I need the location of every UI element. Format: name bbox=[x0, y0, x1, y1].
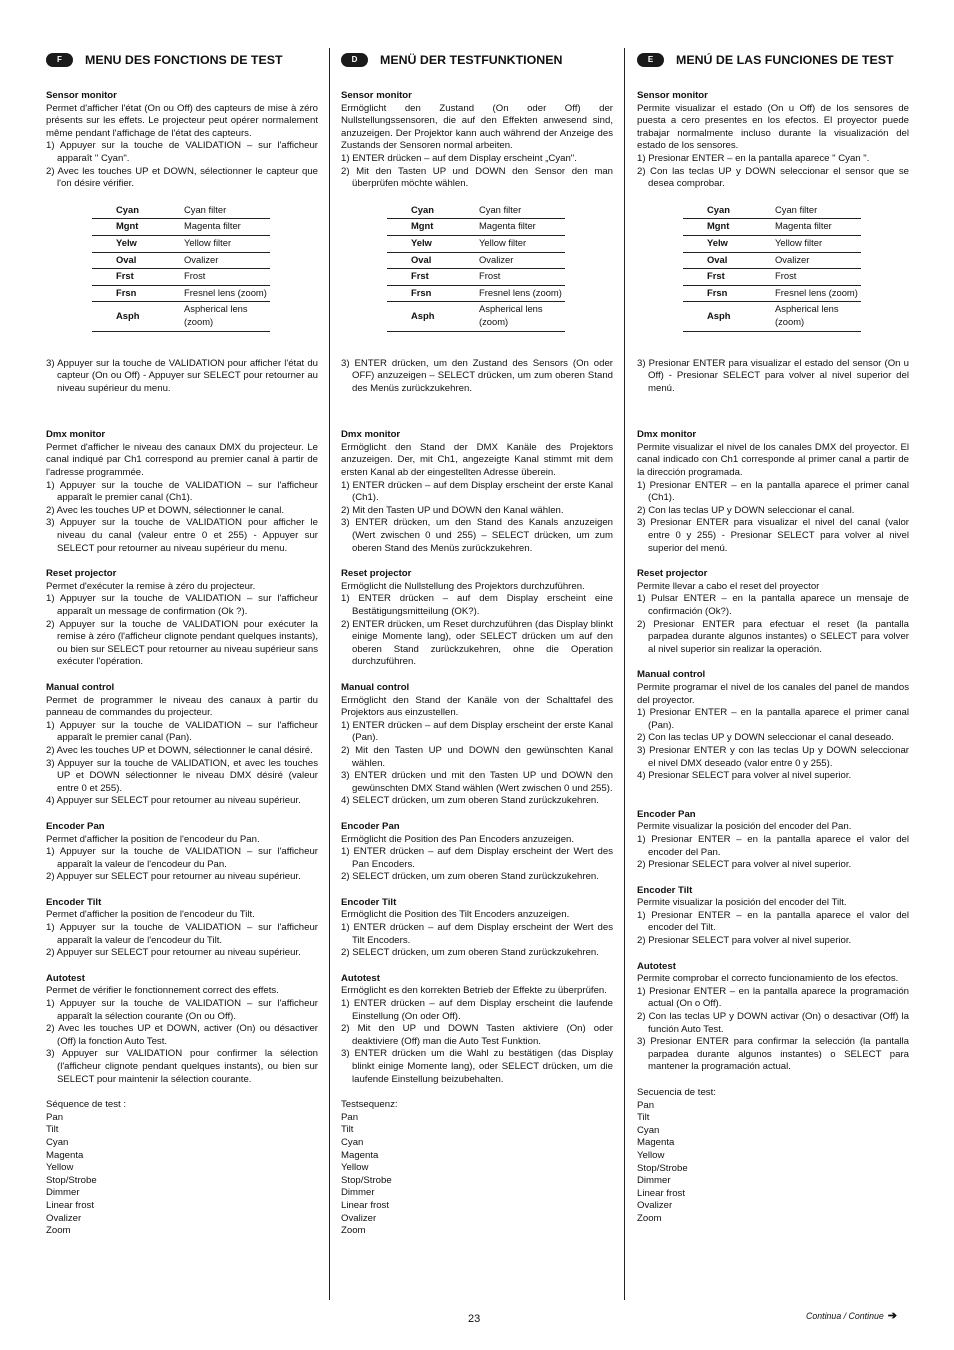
step-list bbox=[46, 358, 318, 396]
test-sequence bbox=[637, 1087, 909, 1226]
step-list bbox=[637, 707, 909, 783]
step-item: 2) Mit den UP und DOWN Tasten aktiviere (On) oder deaktiviere (Off) man die Auto Test Funktion. bbox=[341, 1023, 613, 1047]
step-item: 4) Appuyer sur SELECT pour retourner au niveau supérieur. bbox=[46, 795, 301, 807]
sensor-code: Yelw bbox=[92, 235, 184, 252]
section-title: Encoder Tilt bbox=[637, 884, 693, 896]
section-intro: Permet d'exécuter la remise à zéro du projecteur. bbox=[46, 580, 256, 592]
section-intro: Permet d'afficher le niveau des canaux DMX du projecteur. Le canal indiqué par Ch1 correspond au premier canal à partir de l'adresse programmée. bbox=[46, 441, 318, 479]
arrow-right-icon: ➔ bbox=[887, 1310, 897, 1322]
sequence-item: Linear frost bbox=[637, 1187, 685, 1199]
step-list bbox=[46, 480, 318, 556]
step-item: 1) Appuyer sur la touche de VALIDATION – sur l'afficheur apparaît " Cyan". bbox=[46, 140, 318, 164]
step-list bbox=[46, 846, 318, 884]
sequence-item: Zoom bbox=[341, 1225, 366, 1237]
spacer bbox=[341, 395, 613, 429]
test-sequence bbox=[46, 1099, 318, 1238]
sensor-desc: Fresnel lens (zoom) bbox=[775, 285, 861, 302]
sequence-item: Tilt bbox=[637, 1112, 650, 1124]
step-item: 1) ENTER drücken – auf dem Display erscheint der Wert des Pan Encoders. bbox=[341, 846, 613, 870]
section-header bbox=[341, 48, 613, 72]
sequence-item: Pan bbox=[637, 1099, 655, 1111]
language-badge: E bbox=[637, 53, 664, 67]
sensor-desc: Magenta filter bbox=[479, 219, 565, 236]
section-intro: Ermöglicht die Position des Pan Encoders anzuzeigen. bbox=[341, 833, 575, 845]
step-item: 1) ENTER drücken – auf dem Display erscheint die laufende Einstellung (On oder Off). bbox=[341, 998, 613, 1022]
step-item: 4) Presionar SELECT para volver al nivel superior. bbox=[637, 770, 852, 782]
sensor-row bbox=[683, 252, 861, 269]
step-item: 2) Presionar ENTER para efectuar el reset (la pantalla parpadea durante algunos instantes) o SELECT para volver al nivel superior sin realizar la operación. bbox=[637, 618, 909, 655]
section-title: Sensor monitor bbox=[341, 90, 412, 101]
sensor-code: Asph bbox=[683, 302, 775, 331]
sequence-item: Ovalizer bbox=[341, 1212, 377, 1224]
spacer bbox=[637, 555, 909, 568]
sequence-item: Pan bbox=[46, 1111, 64, 1123]
spacer bbox=[46, 555, 318, 568]
sensor-code: Mgnt bbox=[92, 219, 184, 236]
sequence-item: Magenta bbox=[637, 1137, 675, 1149]
step-item: 1) ENTER drücken – auf dem Display erscheint „Cyan". bbox=[341, 152, 577, 164]
step-list bbox=[637, 986, 909, 1074]
sensor-row bbox=[387, 269, 565, 286]
section-intro: Permite visualizar la posición del encoder del Tilt. bbox=[637, 897, 847, 909]
section-intro: Ermöglicht den Stand der Kanäle von der Schalttafel des Projektors aus einzustellen. bbox=[341, 694, 613, 719]
sequence-item: Yellow bbox=[637, 1149, 665, 1161]
step-list bbox=[46, 593, 318, 669]
sequence-item: Stop/Strobe bbox=[341, 1174, 392, 1186]
sensor-row bbox=[92, 219, 270, 236]
section-manual-control bbox=[637, 669, 909, 782]
spacer bbox=[341, 555, 613, 568]
sensor-desc: Yellow filter bbox=[775, 235, 861, 252]
sequence-item: Magenta bbox=[46, 1149, 84, 1161]
sensor-code: Frst bbox=[683, 269, 775, 286]
spacer bbox=[637, 395, 909, 429]
step-item: 2) ENTER drücken, um Reset durchzuführen (das Display blinkt einige Momente lang), oder SELECT drücken um auf den oberen Stand zurückzukehren, ohne die Operation durchzuführen. bbox=[341, 618, 613, 668]
step-item: 2) Mit den Tasten UP und DOWN den gewünschten Kanal wählen. bbox=[341, 744, 613, 769]
sequence-item: Linear frost bbox=[341, 1199, 389, 1211]
step-item: 2) Mit den Tasten UP und DOWN den Kanal wählen. bbox=[341, 504, 564, 516]
sequence-title: Testsequenz: bbox=[341, 1099, 398, 1111]
sensor-desc: Ovalizer bbox=[775, 252, 861, 269]
step-item: 2) Con las teclas UP y DOWN seleccionar el canal. bbox=[637, 504, 855, 516]
sensor-row bbox=[683, 302, 861, 331]
sequence-item: Cyan bbox=[637, 1124, 660, 1136]
step-item: 1) Appuyer sur la touche de VALIDATION – sur l'afficheur apparaît la valeur de l'encodeur du Pan. bbox=[46, 846, 318, 870]
spacer bbox=[46, 395, 318, 429]
sensor-code: Mgnt bbox=[683, 219, 775, 236]
section-header bbox=[637, 48, 909, 72]
section-intro: Ermöglicht die Nullstellung des Projektors durchzuführen. bbox=[341, 580, 585, 592]
section-title: Dmx monitor bbox=[637, 429, 697, 441]
spacer bbox=[46, 332, 318, 358]
column-title: MENU DES FONCTIONS DE TEST bbox=[85, 52, 283, 67]
sensor-code: Asph bbox=[92, 302, 184, 331]
step-item: 1) Appuyer sur la touche de VALIDATION – sur l'afficheur apparaît la sélection courante (On ou Off). bbox=[46, 998, 318, 1022]
sensor-table bbox=[683, 203, 861, 332]
sensor-desc: Aspherical lens (zoom) bbox=[775, 302, 861, 331]
step-item: 1) Appuyer sur la touche de VALIDATION – sur l'afficheur apparaît la valeur de l'encodeur du Tilt. bbox=[46, 922, 318, 946]
step-item: 3) Presionar ENTER para visualizar el nivel del canal (valor entre 0 y 255) - Presionar SELECT para volver al nivel superior del menú. bbox=[637, 517, 909, 554]
continue-label: Continua / Continue bbox=[806, 1311, 884, 1321]
sensor-desc: Cyan filter bbox=[775, 203, 861, 219]
sequence-item: Ovalizer bbox=[46, 1212, 82, 1224]
sequence-item: Cyan bbox=[46, 1136, 69, 1148]
step-list bbox=[46, 922, 318, 960]
section-manual-control bbox=[46, 682, 318, 808]
step-list bbox=[46, 720, 318, 808]
sensor-row bbox=[387, 285, 565, 302]
sensor-code: Asph bbox=[387, 302, 479, 331]
section-intro: Permite visualizar el estado (On u Off) de los sensores de puesta a cero presentes en los efectos. El proyector puede trabajar normalmente incluso durante la visualización del estado de los sensores. bbox=[637, 102, 909, 152]
sequence-item: Pan bbox=[341, 1111, 359, 1123]
sensor-code: Yelw bbox=[683, 235, 775, 252]
spacer bbox=[46, 808, 318, 821]
sensor-row bbox=[387, 252, 565, 269]
sensor-row bbox=[92, 252, 270, 269]
spacer bbox=[637, 783, 909, 809]
sequence-title: Séquence de test : bbox=[46, 1099, 127, 1111]
step-list bbox=[46, 140, 318, 190]
section-sensor-monitor bbox=[341, 90, 613, 395]
sequence-item: Stop/Strobe bbox=[46, 1174, 97, 1186]
step-item: 1) Appuyer sur la touche de VALIDATION – sur l'afficheur apparaît un message de confirmation (Ok ?). bbox=[46, 593, 318, 617]
step-list bbox=[637, 480, 909, 556]
sensor-row bbox=[387, 302, 565, 331]
sensor-row bbox=[683, 285, 861, 302]
sequence-item: Zoom bbox=[637, 1212, 662, 1224]
section-intro: Permet de vérifier le fonctionnement correct des effets. bbox=[46, 985, 279, 997]
step-item: 3) ENTER drücken um die Wahl zu bestätigen (das Display blinkt einige Momente lang), oder SELECT drücken, um die laufende Einstellung beizubehalten. bbox=[341, 1048, 613, 1085]
section-title: Encoder Pan bbox=[46, 820, 105, 832]
sensor-desc: Frost bbox=[479, 269, 565, 286]
spacer bbox=[46, 1086, 318, 1099]
section-title: Dmx monitor bbox=[341, 429, 401, 441]
spacer bbox=[637, 332, 909, 358]
step-item: 3) Presionar ENTER y con las teclas Up y DOWN seleccionar el nivel DMX deseado (valor entre 0 y 255). bbox=[637, 744, 909, 769]
section-intro: Permite visualizar la posición del encoder del Pan. bbox=[637, 821, 852, 833]
section-dmx-monitor bbox=[637, 429, 909, 555]
step-item: 2) Avec les touches UP et DOWN, sélectionner le canal désiré. bbox=[46, 744, 313, 756]
section-intro: Ermöglicht die Position des Tilt Encoders anzuzeigen. bbox=[341, 909, 570, 921]
step-item: 3) Appuyer sur la touche de VALIDATION, et avec les touches UP et DOWN sélectionner le niveau DMX désiré (valeur entre 0 et 255). bbox=[46, 757, 318, 794]
step-item: 3) ENTER drücken und mit den Tasten UP und DOWN den gewünschten DMX Stand wählen (Wert zwischen 0 und 255). bbox=[341, 770, 613, 794]
step-item: 1) Presionar ENTER – en la pantalla aparece el valor del encoder del Pan. bbox=[637, 833, 909, 858]
step-item: 2) Appuyer sur SELECT pour retourner au niveau supérieur. bbox=[46, 871, 301, 883]
section-title: Encoder Pan bbox=[637, 808, 696, 820]
step-item: 2) Con las teclas UP y DOWN seleccionar el sensor que se desea comprobar. bbox=[637, 165, 909, 190]
sequence-item: Tilt bbox=[46, 1124, 59, 1136]
step-item: 3) Appuyer sur la touche de VALIDATION pour afficher le niveau du canal (valeur entre 0 et 255) - Appuyer sur SELECT pour retourner au niveau supérieur du menu. bbox=[46, 517, 318, 554]
step-item: 2) Avec les touches UP et DOWN, sélectionner le canal. bbox=[46, 504, 285, 516]
section-title: Reset projector bbox=[46, 568, 117, 580]
sensor-row bbox=[92, 269, 270, 286]
spacer bbox=[46, 669, 318, 682]
sensor-desc: Frost bbox=[184, 269, 270, 286]
sequence-item: Zoom bbox=[46, 1225, 71, 1237]
sensor-desc: Aspherical lens (zoom) bbox=[184, 302, 270, 331]
column-spanish bbox=[637, 48, 909, 1226]
column-german bbox=[341, 48, 613, 1238]
column-divider bbox=[624, 48, 625, 1300]
section-title: Sensor monitor bbox=[637, 90, 708, 101]
section-title: Sensor monitor bbox=[46, 90, 117, 101]
sensor-row bbox=[683, 219, 861, 236]
sensor-desc: Ovalizer bbox=[479, 252, 565, 269]
continue-note bbox=[806, 1309, 897, 1322]
sensor-code: Cyan bbox=[92, 203, 184, 219]
section-title: Autotest bbox=[341, 972, 380, 984]
step-list bbox=[341, 998, 613, 1086]
section-sensor-monitor bbox=[46, 90, 318, 395]
sequence-item: Magenta bbox=[341, 1149, 379, 1161]
section-intro: Permite visualizar el nivel de los canales DMX del proyector. El canal indicado con Ch1 corresponde al primer canal a partir de la dirección programada. bbox=[637, 441, 909, 479]
sequence-item: Dimmer bbox=[46, 1187, 80, 1199]
spacer bbox=[46, 960, 318, 973]
sensor-code: Cyan bbox=[683, 203, 775, 219]
step-item: 1) ENTER drücken – auf dem Display erscheint der erste Kanal (Pan). bbox=[341, 719, 613, 744]
sensor-desc: Cyan filter bbox=[184, 203, 270, 219]
spacer bbox=[637, 1074, 909, 1087]
section-title: Encoder Tilt bbox=[341, 896, 397, 908]
column-title: MENÚ DE LAS FUNCIONES DE TEST bbox=[676, 52, 894, 67]
sensor-row bbox=[683, 235, 861, 252]
spacer bbox=[637, 948, 909, 961]
section-title: Manual control bbox=[46, 681, 115, 693]
section-header bbox=[46, 48, 318, 72]
section-autotest bbox=[637, 961, 909, 1074]
step-item: 1) Pulsar ENTER – en la pantalla aparece un mensaje de confirmación (Ok?). bbox=[637, 593, 909, 617]
section-title: Reset projector bbox=[341, 568, 412, 580]
sensor-table bbox=[92, 203, 270, 332]
section-title: Autotest bbox=[637, 960, 676, 972]
sensor-row bbox=[387, 235, 565, 252]
section-dmx-monitor bbox=[341, 429, 613, 555]
sensor-code: Oval bbox=[92, 252, 184, 269]
section-encoder-pan bbox=[46, 821, 318, 884]
section-intro: Permite programar el nivel de los canales del panel de mandos del proyector. bbox=[637, 681, 909, 706]
section-encoder-pan bbox=[341, 821, 613, 884]
step-item: 2) Appuyer sur SELECT pour retourner au niveau supérieur. bbox=[46, 947, 301, 959]
spacer bbox=[637, 656, 909, 669]
step-item: 3) ENTER drücken, um den Zustand des Sensors (On oder OFF) anzuzeigen – SELECT drücken, um zum oberen Stand des Menüs zurückzukehren. bbox=[341, 357, 613, 394]
section-autotest bbox=[46, 973, 318, 1086]
section-intro: Permite comprobar el correcto funcionamiento de los efectos. bbox=[637, 973, 899, 985]
step-item: 1) Presionar ENTER – en la pantalla aparece la programación actual (On o Off). bbox=[637, 985, 909, 1010]
step-list bbox=[341, 593, 613, 669]
sensor-table bbox=[387, 203, 565, 332]
sequence-item: Yellow bbox=[341, 1162, 369, 1174]
sequence-title: Secuencia de test: bbox=[637, 1087, 716, 1098]
spacer bbox=[637, 872, 909, 885]
step-item: 3) Presionar ENTER para visualizar el estado del sensor (On u Off) - Presionar SELECT para volver al nivel superior del menú. bbox=[637, 357, 909, 394]
sensor-code: Cyan bbox=[387, 203, 479, 219]
sensor-desc: Ovalizer bbox=[184, 252, 270, 269]
sensor-code: Oval bbox=[387, 252, 479, 269]
step-item: 2) SELECT drücken, um zum oberen Stand zurückzukehren. bbox=[341, 947, 599, 959]
sequence-item: Stop/Strobe bbox=[637, 1162, 688, 1174]
sensor-desc: Yellow filter bbox=[184, 235, 270, 252]
step-item: 3) Presionar ENTER para confirmar la selección (la pantalla parpadea durante algunos instantes) o SELECT para mantener la programación actual. bbox=[637, 1036, 909, 1073]
sensor-desc: Fresnel lens (zoom) bbox=[479, 285, 565, 302]
section-sensor-monitor bbox=[637, 90, 909, 395]
section-intro: Permet d'afficher l'état (On ou Off) des capteurs de mise à zéro présents sur les effets. Le projecteur peut opérer normalement même pendant l'affichage de l'état des capteurs. bbox=[46, 102, 318, 139]
column-title: MENÜ DER TESTFUNKTIONEN bbox=[380, 52, 563, 67]
section-reset-projector bbox=[46, 568, 318, 669]
sequence-item: Dimmer bbox=[637, 1175, 671, 1187]
step-item: 1) ENTER drücken – auf dem Display erscheint der Wert des Tilt Encoders. bbox=[341, 922, 613, 946]
sensor-desc: Aspherical lens (zoom) bbox=[479, 302, 565, 331]
sequence-item: Yellow bbox=[46, 1162, 74, 1174]
step-item: 1) ENTER drücken – auf dem Display erscheint eine Bestätigungsmitteilung (OK?). bbox=[341, 593, 613, 617]
step-list bbox=[341, 480, 613, 556]
section-intro: Permet d'afficher la position de l'encodeur du Tilt. bbox=[46, 909, 255, 921]
section-intro: Ermöglicht es den korrekten Betrieb der Effekte zu überprüfen. bbox=[341, 985, 607, 997]
step-list bbox=[341, 153, 613, 191]
spacer bbox=[341, 960, 613, 973]
step-item: 2) Presionar SELECT para volver al nivel superior. bbox=[637, 935, 852, 947]
sensor-code: Frsn bbox=[683, 285, 775, 302]
step-item: 2) Presionar SELECT para volver al nivel superior. bbox=[637, 859, 852, 871]
sensor-desc: Magenta filter bbox=[184, 219, 270, 236]
sensor-desc: Cyan filter bbox=[479, 203, 565, 219]
step-item: 3) ENTER drücken, um den Stand des Kanals anzuzeigen (Wert zwischen 0 und 255) – SELECT drücken, um zum oberen Stand des Menüs zurückzukehren. bbox=[341, 517, 613, 554]
step-list bbox=[637, 153, 909, 191]
step-list bbox=[637, 358, 909, 396]
section-reset-projector bbox=[341, 568, 613, 669]
test-sequence bbox=[341, 1099, 613, 1238]
step-item: 2) SELECT drücken, um zum oberen Stand zurückzukehren. bbox=[341, 871, 599, 883]
sensor-desc: Frost bbox=[775, 269, 861, 286]
section-title: Encoder Pan bbox=[341, 820, 400, 832]
section-intro: Ermöglicht den Stand der DMX Kanäle des Projektors anzuzeigen. Der, mit Ch1, angezeigte Kanal stimmt mit dem ersten Kanal ab der eingestellten Adresse überein. bbox=[341, 441, 613, 479]
step-item: 1) Presionar ENTER – en la pantalla aparece el primer canal (Ch1). bbox=[637, 479, 909, 504]
section-dmx-monitor bbox=[46, 429, 318, 555]
section-encoder-pan bbox=[637, 809, 909, 872]
language-badge: D bbox=[341, 53, 368, 67]
sensor-row bbox=[683, 203, 861, 219]
section-title: Reset projector bbox=[637, 568, 708, 580]
step-list bbox=[637, 834, 909, 872]
step-list bbox=[341, 846, 613, 884]
step-list bbox=[637, 910, 909, 948]
sensor-desc: Magenta filter bbox=[775, 219, 861, 236]
step-item: 1) Appuyer sur la touche de VALIDATION – sur l'afficheur apparaît le premier canal (Ch1). bbox=[46, 479, 318, 504]
language-badge: F bbox=[46, 53, 73, 67]
sensor-code: Frst bbox=[387, 269, 479, 286]
spacer bbox=[341, 808, 613, 821]
step-item: 2) Appuyer sur la touche de VALIDATION pour exécuter la remise à zéro (l'afficheur clignote pendant quelques instants), ou bien sur SELECT pour retourner au niveau supérieur sans exécuter l'opération. bbox=[46, 618, 318, 668]
sensor-code: Frsn bbox=[387, 285, 479, 302]
sensor-row bbox=[92, 203, 270, 219]
step-item: 2) Con las teclas UP y DOWN seleccionar el canal deseado. bbox=[637, 732, 894, 744]
sensor-code: Frsn bbox=[92, 285, 184, 302]
section-title: Dmx monitor bbox=[46, 429, 106, 441]
step-item: 1) Presionar ENTER – en la pantalla aparece " Cyan ". bbox=[637, 152, 870, 164]
sensor-code: Oval bbox=[683, 252, 775, 269]
section-encoder-tilt bbox=[637, 885, 909, 948]
sensor-code: Yelw bbox=[387, 235, 479, 252]
step-item: 1) Presionar ENTER – en la pantalla aparece el primer canal (Pan). bbox=[637, 707, 909, 731]
section-intro: Permet de programmer le niveau des canaux à partir du panneau de commandes du projecteur. bbox=[46, 694, 318, 719]
section-title: Autotest bbox=[46, 972, 85, 984]
section-encoder-tilt bbox=[341, 897, 613, 960]
spacer bbox=[341, 884, 613, 897]
spacer bbox=[46, 884, 318, 897]
step-item: 1) ENTER drücken – auf dem Display erscheint der erste Kanal (Ch1). bbox=[341, 479, 613, 504]
section-intro: Permite llevar a cabo el reset del proyector bbox=[637, 580, 820, 592]
section-autotest bbox=[341, 973, 613, 1086]
step-item: 3) Appuyer sur VALIDATION pour confirmer la sélection (l'afficheur clignote pendant quelques instants), ou bien sur SELECT pour maintenir la sélection courante. bbox=[46, 1048, 318, 1085]
step-list bbox=[341, 922, 613, 960]
step-list bbox=[341, 358, 613, 396]
step-item: 1) Appuyer sur la touche de VALIDATION – sur l'afficheur apparaît le premier canal (Pan). bbox=[46, 719, 318, 744]
section-encoder-tilt bbox=[46, 897, 318, 960]
sequence-item: Dimmer bbox=[341, 1187, 375, 1199]
sensor-desc: Fresnel lens (zoom) bbox=[184, 285, 270, 302]
sensor-code: Mgnt bbox=[387, 219, 479, 236]
step-item: 2) Mit den Tasten UP und DOWN den Sensor den man überprüfen möchte wählen. bbox=[341, 165, 613, 190]
section-intro: Ermöglicht den Zustand (On oder Off) der Nullstellungssensoren, die auf den Effekten anwesend sind, anzuzeigen. Der Projektor kann auch während der Anzeige des Zustands der Sensoren normal arbeiten. bbox=[341, 102, 613, 152]
section-intro: Permet d'afficher la position de l'encodeur du Pan. bbox=[46, 833, 260, 845]
step-item: 3) Appuyer sur la touche de VALIDATION pour afficher l'état du capteur (On ou Off) - Appuyer sur SELECT pour retourner au niveau supérieur du menu. bbox=[46, 357, 318, 394]
step-list bbox=[46, 998, 318, 1086]
sequence-item: Ovalizer bbox=[637, 1200, 673, 1212]
spacer bbox=[341, 669, 613, 682]
step-item: 1) Presionar ENTER – en la pantalla aparece el valor del encoder del Tilt. bbox=[637, 909, 909, 934]
section-manual-control bbox=[341, 682, 613, 808]
sequence-item: Cyan bbox=[341, 1136, 364, 1148]
sequence-item: Tilt bbox=[341, 1124, 354, 1136]
spacer bbox=[341, 1086, 613, 1099]
step-list bbox=[341, 720, 613, 808]
step-item: 2) Avec les touches UP et DOWN, sélectionner le capteur que l'on désire vérifier. bbox=[46, 165, 318, 190]
section-title: Manual control bbox=[341, 681, 410, 693]
step-item: 4) SELECT drücken, um zum oberen Stand zurückzukehren. bbox=[341, 795, 599, 807]
sensor-desc: Yellow filter bbox=[479, 235, 565, 252]
sequence-item: Linear frost bbox=[46, 1199, 94, 1211]
sensor-row bbox=[92, 285, 270, 302]
sensor-row bbox=[92, 235, 270, 252]
column-divider bbox=[329, 48, 330, 1300]
step-item: 2) Con las teclas UP y DOWN activar (On) o desactivar (Off) la función Auto Test. bbox=[637, 1011, 909, 1035]
section-title: Encoder Tilt bbox=[46, 896, 102, 908]
section-reset-projector bbox=[637, 568, 909, 656]
section-title: Manual control bbox=[637, 669, 706, 681]
step-list bbox=[637, 593, 909, 656]
sensor-row bbox=[683, 269, 861, 286]
sensor-code: Frst bbox=[92, 269, 184, 286]
sensor-row bbox=[387, 203, 565, 219]
page-number: 23 bbox=[468, 1313, 481, 1325]
step-item: 2) Avec les touches UP et DOWN, activer (On) ou désactiver (Off) la fonction Auto Test. bbox=[46, 1023, 318, 1047]
spacer bbox=[341, 332, 613, 358]
sensor-row bbox=[92, 302, 270, 331]
sensor-row bbox=[387, 219, 565, 236]
column-french bbox=[46, 48, 318, 1238]
